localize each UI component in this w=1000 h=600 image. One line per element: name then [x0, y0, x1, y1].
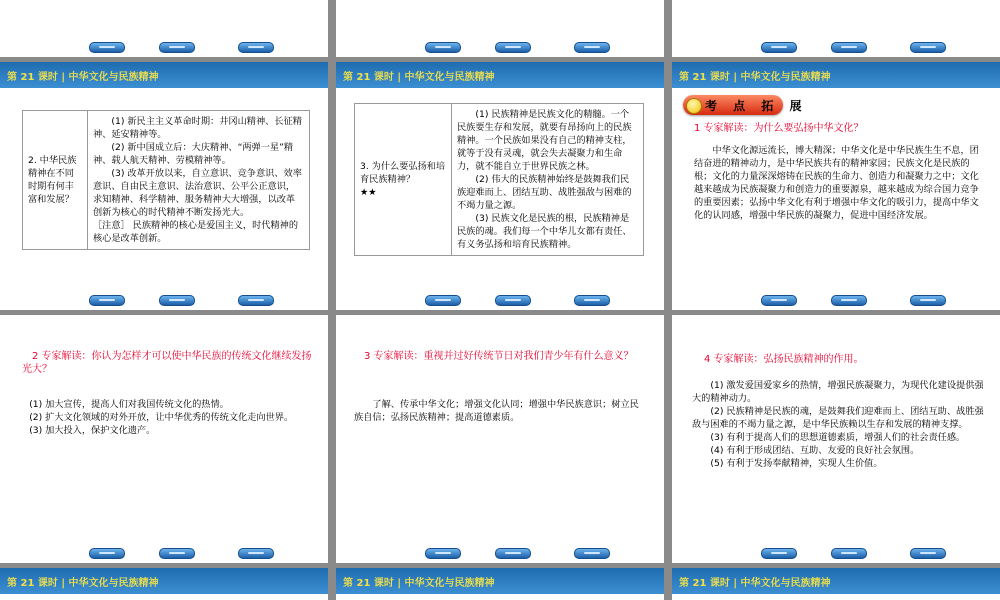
nav-bar — [672, 548, 1000, 558]
nav-home-button[interactable] — [159, 42, 195, 53]
lesson-title: 第 21 课时 | 中华文化与民族精神 — [7, 72, 159, 83]
nav-prev-button[interactable] — [761, 295, 797, 306]
nav-bar — [336, 548, 664, 558]
nav-home-button[interactable] — [495, 42, 531, 53]
answer-item: (3) 民族文化是民族的根，民族精神是民族的魂。我们每一个中华儿女都有责任、有义务弘扬和培育民族精神。 — [457, 213, 632, 250]
answer-item: (3) 改革开放以来，自立意识、竞争意识、效率意识、自由民主意识、法治意识、公平公正意识，求知精神、科学精神、服务精神大大增强，以改革创新为核心的时代精神不断发扬光大。 — [93, 168, 302, 218]
slide-why-promote-spirit — [336, 62, 664, 310]
list-item: (3) 有利于提高人们的思想道德素质，增强人们的社会责任感。 — [710, 432, 966, 443]
nav-prev-button[interactable] — [89, 295, 125, 306]
expert-heading: 2 专家解读：你认为怎样才可以使中华民族的传统文化继续发扬光大？ — [22, 351, 312, 375]
list-item: (1) 激发爱国爱家乡的热情，增强民族凝聚力，为现代化建设提供强大的精神动力。 — [692, 380, 984, 404]
question-cell — [355, 104, 452, 256]
expert-list — [692, 379, 986, 470]
list-item: (3) 加大投入，保护文化遗产。 — [29, 425, 156, 436]
slide-expert-3 — [336, 315, 664, 563]
star-rating: ★★ — [360, 187, 377, 198]
knowledge-table — [354, 103, 644, 256]
slide-r4c2 — [336, 568, 664, 600]
nav-next-button[interactable] — [238, 295, 274, 306]
slide-expert-2 — [0, 315, 328, 563]
slide-header — [336, 62, 664, 88]
note-text: ［注意］ 民族精神的核心是爱国主义，时代精神的核心是改革创新。 — [93, 220, 299, 244]
lesson-title: 第 21 课时 | 中华文化与民族精神 — [343, 72, 495, 83]
expert-list — [20, 398, 312, 437]
nav-home-button[interactable] — [831, 295, 867, 306]
expert-heading: 3 专家解读：重视并过好传统节日对我们青少年有什么意义？ — [364, 351, 634, 362]
nav-next-button[interactable] — [238, 42, 274, 53]
nav-home-button[interactable] — [159, 548, 195, 559]
answer-item: (1) 民族精神是民族文化的精髓。一个民族要生存和发展，就要有昂扬向上的民族精神。一个民族如果没有自己的精神支柱，就等于没有灵魂，就会失去凝聚力和生命力，就不能自立于世界民族之林。 — [457, 109, 632, 172]
expert-heading: 4 专家解读：弘扬民族精神的作用。 — [704, 354, 864, 365]
slide-r4c1 — [0, 568, 328, 600]
answer-cell — [452, 104, 644, 256]
answer-item: (2) 新中国成立后：大庆精神、“两弹一星”精神、载人航天精神、劳模精神等。 — [93, 142, 294, 166]
nav-prev-button[interactable] — [425, 548, 461, 559]
badge-dot-icon — [686, 98, 702, 114]
list-item: (1) 加大宣传，提高人们对我国传统文化的热情。 — [29, 399, 229, 410]
slide-national-spirit-development — [0, 62, 328, 310]
expert-body — [354, 398, 646, 424]
list-item: (2) 民族精神是民族的魂，是鼓舞我们迎难而上、团结互助、战胜强敌与困难的不竭力量之源，是中华民族赖以生存和发展的精神支撑。 — [692, 406, 984, 430]
nav-bar — [336, 42, 664, 52]
nav-next-button[interactable] — [910, 295, 946, 306]
slide-header — [672, 568, 1000, 594]
answer-item: (2) 伟大的民族精神始终是鼓舞我们民族迎难而上、团结互助、战胜强敌与困难的不竭力量之源。 — [457, 174, 632, 211]
nav-prev-button[interactable] — [89, 548, 125, 559]
slide-r1c1 — [0, 0, 328, 57]
nav-next-button[interactable] — [238, 548, 274, 559]
lesson-title: 第 21 课时 | 中华文化与民族精神 — [7, 578, 159, 589]
nav-next-button[interactable] — [574, 548, 610, 559]
expert-paragraph: 了解、传承中华文化；增强文化认同；增强中华民族意识；树立民族自信；弘扬民族精神；提高道德素质。 — [354, 399, 639, 423]
nav-home-button[interactable] — [495, 295, 531, 306]
nav-bar — [0, 548, 328, 558]
knowledge-table — [22, 110, 310, 250]
nav-home-button[interactable] — [831, 42, 867, 53]
nav-next-button[interactable] — [910, 548, 946, 559]
slide-expert-4 — [672, 315, 1000, 563]
nav-prev-button[interactable] — [425, 42, 461, 53]
nav-home-button[interactable] — [495, 548, 531, 559]
expert-paragraph: 中华文化源远流长，博大精深；中华文化是中华民族生生不息，团结奋进的精神动力，是中华民族共有的精神家园；民族文化是民族的根；文化的力量深深熔铸在民族的生命力、创造力和凝聚力之中；文化越来越成为民族凝聚力和创造力的重要源泉，越来越成为综合国力竞争的重要因素；弘扬中华文化有利于增强中华文化的吸引力，提高中华文化的认同感，增强中华民族的凝聚力，促进中国经济发展。 — [694, 145, 979, 221]
slide-expert-1 — [672, 62, 1000, 310]
lesson-title: 第 21 课时 | 中华文化与民族精神 — [343, 578, 495, 589]
slide-r1c3 — [672, 0, 1000, 57]
nav-bar — [0, 42, 328, 52]
list-item: (4) 有利于形成团结、互助、友爱的良好社会氛围。 — [710, 445, 920, 456]
topic-extension-badge — [683, 95, 808, 115]
nav-prev-button[interactable] — [761, 42, 797, 53]
expert-heading: 1 专家解读：为什么要弘扬中华文化？ — [694, 123, 864, 134]
badge-label: 考 点 拓 展 — [705, 99, 808, 113]
lesson-title: 第 21 课时 | 中华文化与民族精神 — [679, 578, 831, 589]
question-text: 3. 为什么要弘扬和培育民族精神？ — [360, 161, 446, 185]
nav-prev-button[interactable] — [761, 548, 797, 559]
slide-header — [0, 568, 328, 594]
lesson-title: 第 21 课时 | 中华文化与民族精神 — [679, 72, 831, 83]
list-item: (2) 扩大文化领域的对外开放，让中华优秀的传统文化走向世界。 — [29, 412, 294, 423]
nav-home-button[interactable] — [159, 295, 195, 306]
answer-item: (1) 新民主主义革命时期：井冈山精神、长征精神、延安精神等。 — [93, 116, 302, 140]
slide-r4c3 — [672, 568, 1000, 600]
nav-next-button[interactable] — [574, 42, 610, 53]
list-item: (5) 有利于发扬奉献精神，实现人生价值。 — [710, 458, 883, 469]
slide-header — [0, 62, 328, 88]
nav-next-button[interactable] — [574, 295, 610, 306]
nav-bar — [336, 295, 664, 305]
slide-r1c2 — [336, 0, 664, 57]
question-cell: 2. 中华民族精神在不同时期有何丰富和发展？ — [23, 111, 88, 250]
nav-prev-button[interactable] — [425, 295, 461, 306]
nav-next-button[interactable] — [910, 42, 946, 53]
nav-bar — [672, 42, 1000, 52]
answer-cell — [88, 111, 310, 250]
slide-header — [672, 62, 1000, 88]
nav-home-button[interactable] — [831, 548, 867, 559]
nav-bar — [672, 295, 1000, 305]
expert-body — [694, 144, 986, 222]
nav-prev-button[interactable] — [89, 42, 125, 53]
slide-header — [336, 568, 664, 594]
nav-bar — [0, 295, 328, 305]
